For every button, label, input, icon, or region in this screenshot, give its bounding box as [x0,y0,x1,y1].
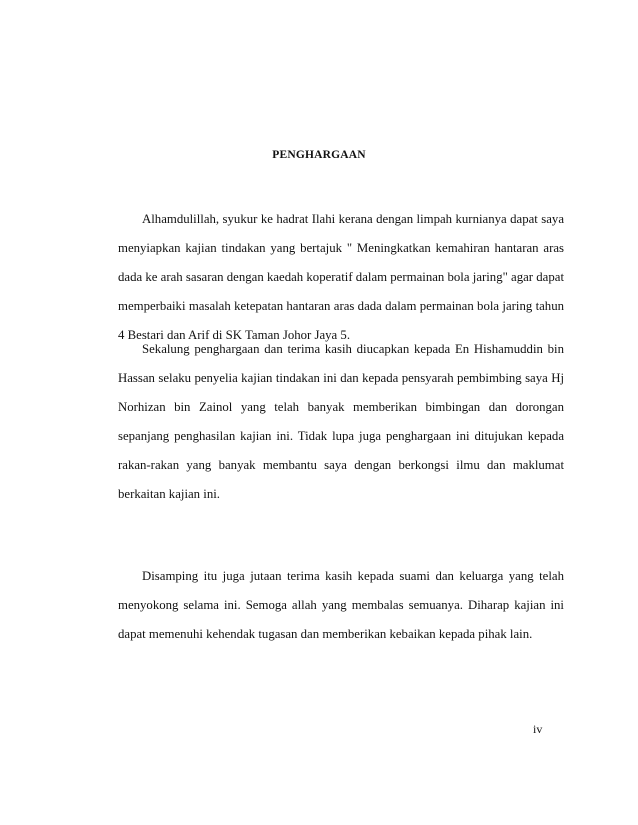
paragraph-acknowledgement-supervisors: Sekalung penghargaan dan terima kasih diucapkan kepada En Hishamuddin bin Hassan selaku penyelia kajian tindakan ini dan kepada pensyarah pembimbing saya Hj Norhizan bin Zainol yang telah banyak memberikan bimbingan dan dorongan sepanjang penghasilan kajian ini. Tidak lupa juga penghargaan ini ditujukan kepada rakan-rakan yang banyak membantu saya dengan berkongsi ilmu dan maklumat berkaitan kajian ini. [118,342,564,501]
page-number: iv [533,722,543,736]
paragraph-acknowledgement-family: Disamping itu juga jutaan terima kasih kepada suami dan keluarga yang telah menyokong selama ini. Semoga allah yang membalas semuanya. Diharap kajian ini dapat memenuhi kehendak tugasan dan memberikan kebaikan kepada pihak lain. [118,569,564,641]
paragraph-acknowledgement-intro: Alhamdulillah, syukur ke hadrat Ilahi kerana dengan limpah kurnianya dapat saya menyiapkan kajian tindakan yang bertajuk " Meningkatkan kemahiran hantaran aras dada ke arah sasaran dengan kaedah koperatif dalam permainan bola jaring" agar dapat memperbaiki masalah ketepatan hantaran aras dada dalam permainan bola jaring tahun 4 Bestari dan Arif di SK Taman Johor Jaya 5. [118,212,564,342]
page-title: PENGHARGAAN [272,149,366,161]
